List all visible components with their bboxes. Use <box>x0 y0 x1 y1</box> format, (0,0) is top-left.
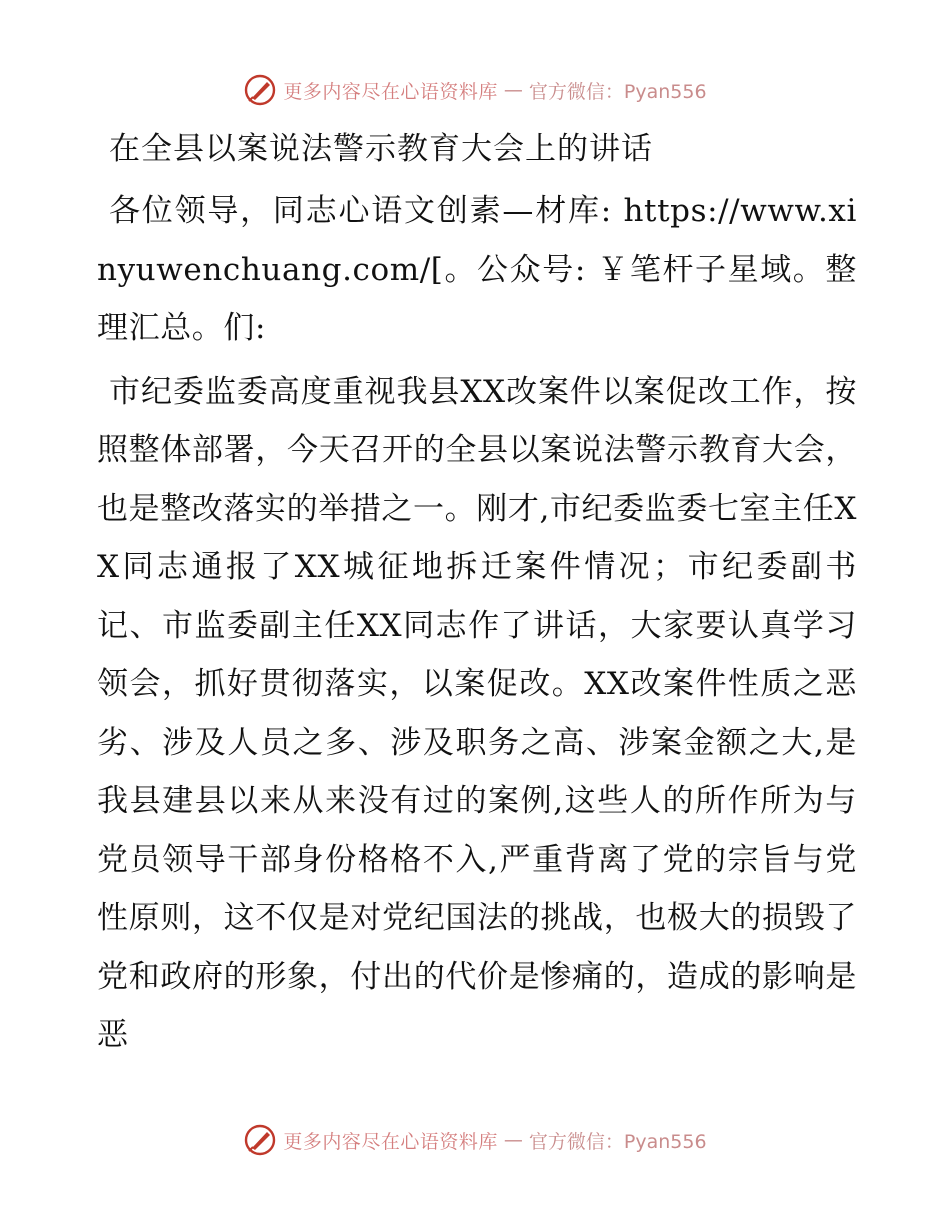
watermark-sub-text: 官方微信：Pyan556 <box>528 1130 707 1153</box>
quill-pen-circle-icon <box>243 73 277 107</box>
document-body <box>97 122 857 1070</box>
watermark-header <box>0 70 950 110</box>
watermark-sub-text: 官方微信：Pyan556 <box>528 80 707 103</box>
greeting-paragraph: 各位领导，同志心语文创素—材库: https://www.xinyuwenchuang.com/[。公众号: ￥笔杆子星域。整理汇总。们: <box>97 193 857 346</box>
watermark-main-text: 更多内容尽在心语资料库 <box>283 1130 498 1153</box>
quill-pen-circle-icon <box>243 1123 277 1157</box>
body-paragraph: 市纪委监委高度重视我县XX改案件以案促改工作，按照整体部署，今天召开的全县以案说法警示教育大会，也是整改落实的举措之一。刚才,市纪委监委七室主任XX同志通报了XX城征地拆迁案件情况；市纪委副书记、市监委副主任XX同志作了讲话，大家要认真学习领会，抓好贯彻落实，以案促改。XX改案件性质之恶劣、涉及人员之多、涉及职务之高、涉案金额之大,是我县建县以来从来没有过的案例,这些人的所作所为与党员领导干部身份格格不入,严重背离了党的宗旨与党性原则，这不仅是对党纪国法的挑战，也极大的损毁了党和政府的形象，付出的代价是惨痛的，造成的影响是恶 <box>97 373 857 1053</box>
watermark-footer <box>0 1120 950 1160</box>
document-title: 在全县以案说法警示教育大会上的讲话 <box>109 131 653 167</box>
watermark-separator: — <box>503 1129 523 1151</box>
watermark-main-text: 更多内容尽在心语资料库 <box>283 80 498 103</box>
watermark-separator: — <box>503 79 523 101</box>
